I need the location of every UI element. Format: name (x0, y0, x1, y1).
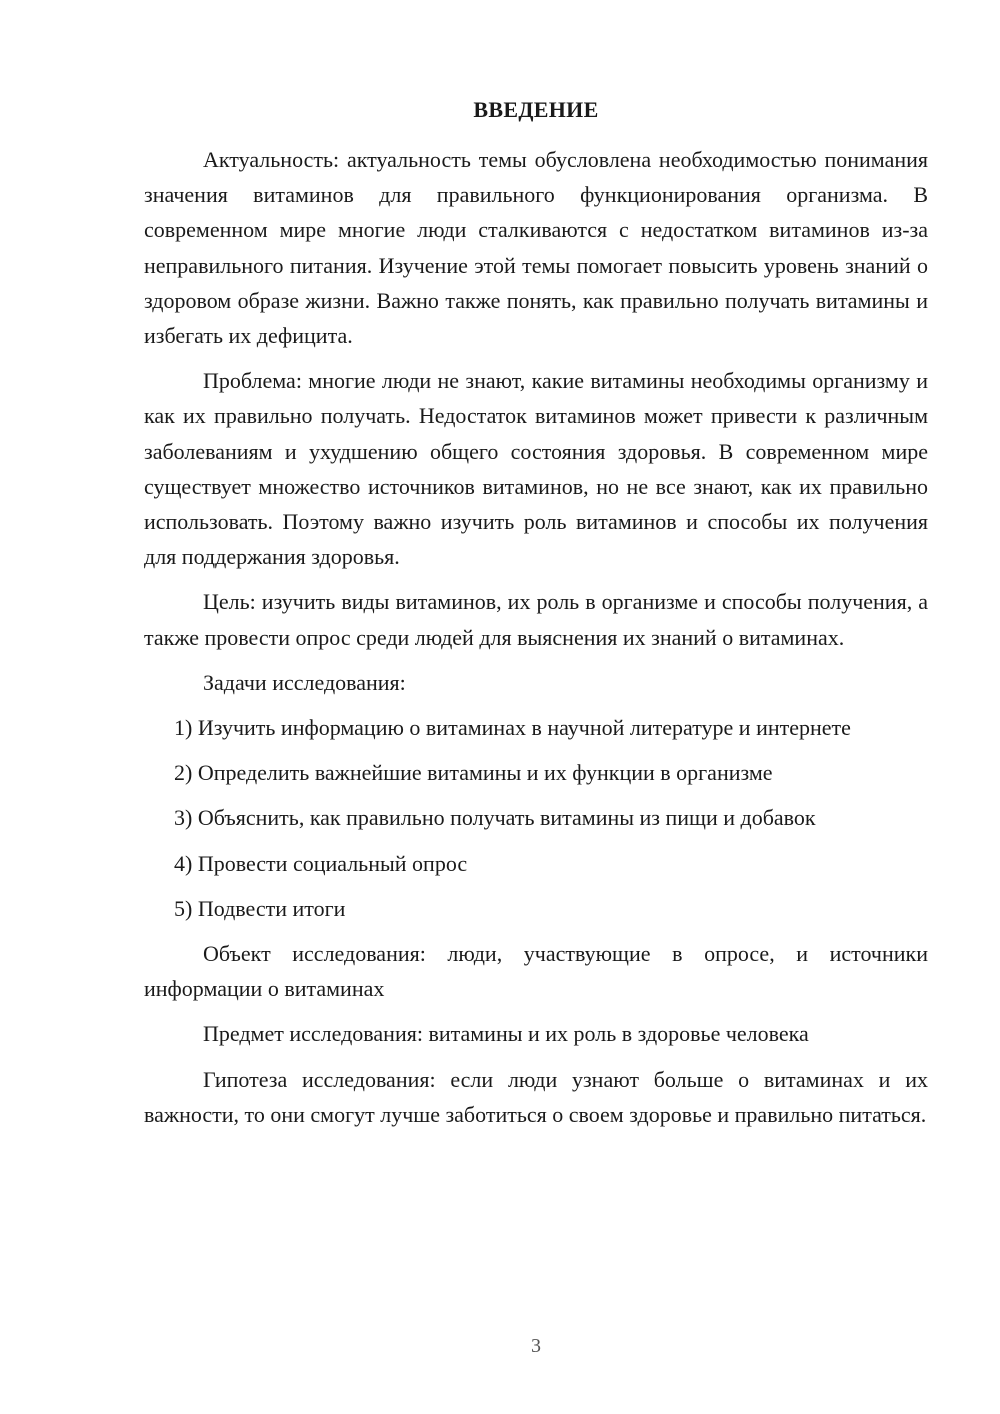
paragraph-subject: Предмет исследования: витамины и их роль в здоровье человека (203, 1021, 809, 1047)
page-number: 3 (531, 1335, 541, 1357)
paragraph-relevance: Актуальность: актуальность темы обусловлена необходимостью понимания значения витаминов для правильного функционирования организма. В современном мире многие люди сталкиваются с недостатком витаминов из-за неправильного питания. Изучение этой темы помогает повысить уровень знаний о здоровом образе жизни. Важно также понять, как правильно получать витамины и избегать их дефицита. (144, 147, 928, 349)
tasks-heading: Задачи исследования: (203, 669, 406, 695)
list-item: 2) Определить важнейшие витамины и их функции в организме (174, 760, 773, 786)
document-body (144, 142, 928, 1142)
list-item: 1) Изучить информацию о витаминах в научной литературе и интернете (174, 715, 851, 741)
paragraph-object: Объект исследования: люди, участвующие в опросе, и источники информации о витаминах (144, 941, 928, 1002)
tasks-list (144, 710, 928, 926)
list-item: 4) Провести социальный опрос (174, 850, 468, 876)
paragraph-goal: Цель: изучить виды витаминов, их роль в организме и способы получения, а также провести опрос среди людей для выяснения их знаний о витаминах. (144, 589, 928, 650)
page-title: ВВЕДЕНИЕ (473, 97, 599, 122)
paragraph-problem: Проблема: многие люди не знают, какие витамины необходимы организму и как их правильно получать. Недостаток витаминов может привести к различным заболеваниям и ухудшению общего состояния здоровья. В современном мире существует множество источников витаминов, но не все знают, как их правильно использовать. Поэтому важно изучить роль витаминов и способы их получения для поддержания здоровья. (144, 368, 928, 570)
list-item: 3) Объяснить, как правильно получать витамины из пищи и добавок (174, 805, 816, 831)
paragraph-hypothesis: Гипотеза исследования: если люди узнают больше о витаминах и их важности, то они смогут лучше заботиться о своем здоровье и правильно питаться. (144, 1066, 928, 1127)
list-item: 5) Подвести итоги (174, 895, 346, 921)
